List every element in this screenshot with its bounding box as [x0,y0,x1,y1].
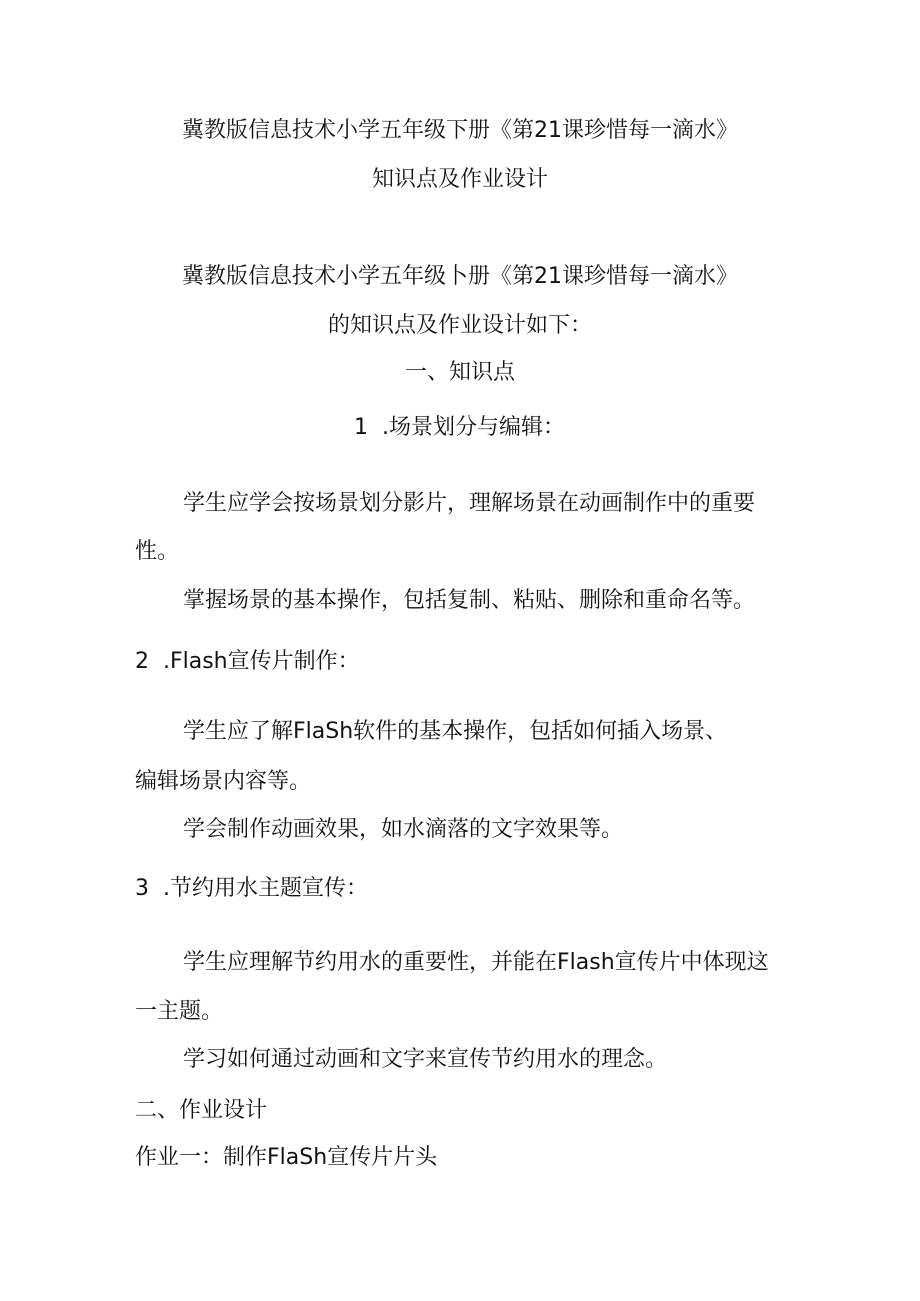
item-2-heading: 2 .Flash宣传片制作： [135,649,360,674]
item-1-paragraph-2: 掌握场景的基本操作，包括复制、粘贴、删除和重命名等。 [183,588,756,613]
item-1-heading: 1 .场景划分与编辑： [354,415,565,440]
doc-title-line-2: 知识点及作业设计 [371,167,548,192]
item-3-paragraph-1-line-2: 一主题。 [135,999,224,1024]
section-heading-homework: 二、作业设计 [135,1098,268,1123]
item-2-paragraph-2: 学会制作动画效果，如水滴落的文字效果等。 [183,817,624,842]
doc-title-line-1: 冀教版信息技术小学五年级下册《第21课珍惜每一滴水》 [182,118,738,143]
item-3-heading: 3 .节约用水主题宣传： [135,876,368,901]
homework-1-title: 作业一：制作FlaSh宣传片片头 [135,1145,438,1170]
item-3-paragraph-2: 学习如何通过动画和文字来宣传节约用水的理念。 [183,1047,668,1072]
item-2-paragraph-1-line-2: 编辑场景内容等。 [135,769,312,794]
item-2-paragraph-1-line-1: 学生应了解FlaSh软件的基本操作，包括如何插入场景、 [183,719,728,744]
item-3-paragraph-1-line-1: 学生应理解节约用水的重要性，并能在Flash宣传片中体现这 [183,950,769,975]
intro-line-1: 冀教版信息技术小学五年级卜册《第21课珍惜每一滴水》 [182,264,738,289]
item-1-paragraph-1-line-1: 学生应学会按场景划分影片，理解场景在动画制作中的重要 [183,491,756,516]
item-1-paragraph-1-line-2: 性。 [135,539,180,564]
section-heading-knowledge: 一、知识点 [404,360,515,385]
intro-line-2: 的知识点及作业设计如下： [327,313,592,338]
